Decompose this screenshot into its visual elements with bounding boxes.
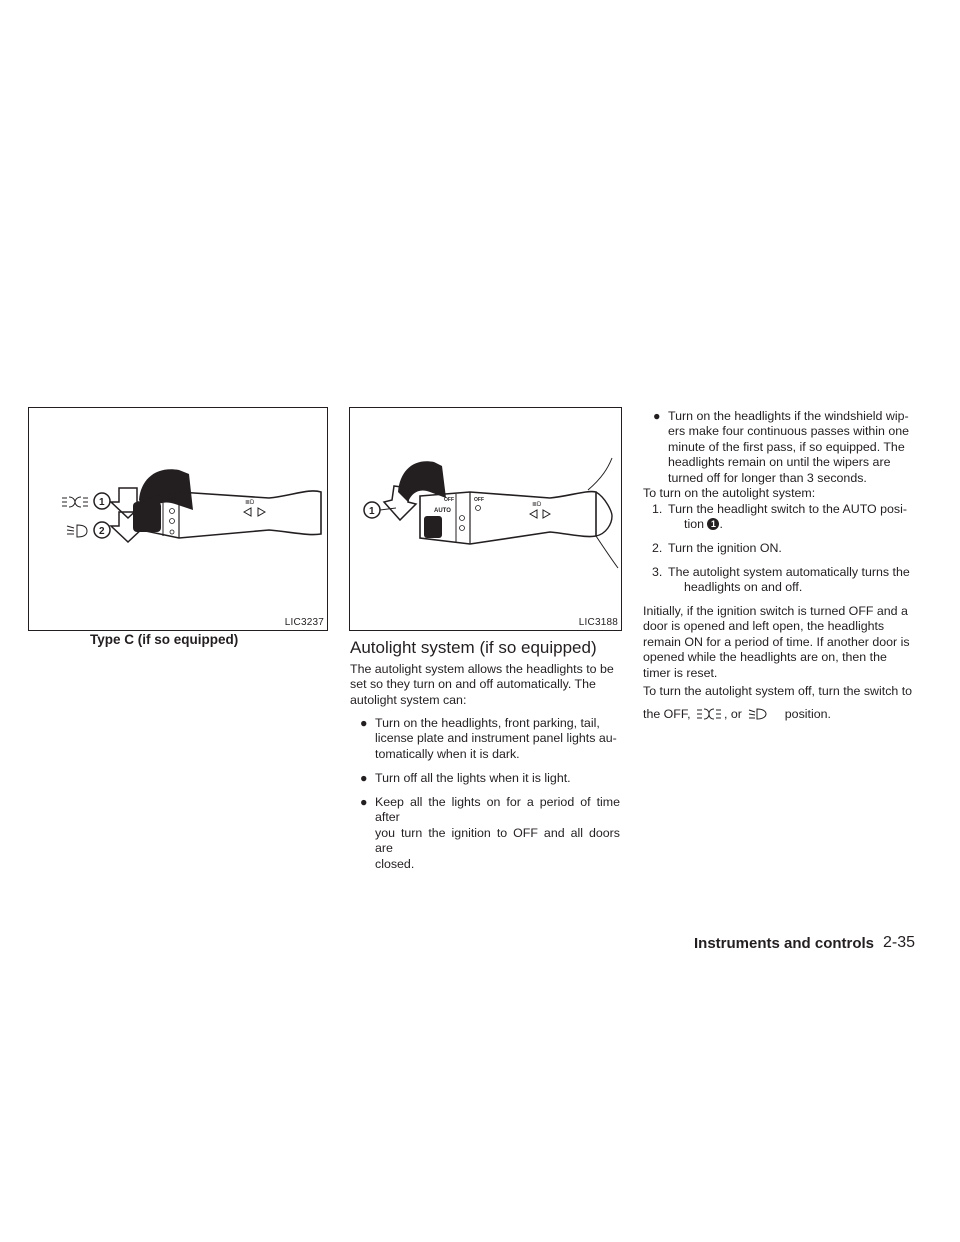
figure-autolight-switch xyxy=(349,407,622,631)
bullet-text: ers make four continuous passes within one xyxy=(668,424,910,439)
headlight-icon xyxy=(67,525,87,537)
paragraph-line: To turn the autolight system off, turn the switch to xyxy=(643,684,913,698)
step-text: headlights on and off. xyxy=(684,580,803,595)
bullet-text: Turn on the headlights if the windshield wip- xyxy=(668,409,909,423)
svg-text:OFF: OFF xyxy=(474,497,484,503)
headlight-icon xyxy=(747,708,769,720)
initially-paragraph xyxy=(643,604,915,681)
off-label: OFF xyxy=(167,497,177,503)
step-text: . xyxy=(719,517,723,532)
svg-text:2: 2 xyxy=(99,526,105,537)
step-3 xyxy=(652,565,914,596)
paragraph-line: timer is reset. xyxy=(643,665,718,680)
list-item xyxy=(653,409,914,486)
svg-text:1: 1 xyxy=(369,506,375,517)
step-text: Turn the headlight switch to the AUTO posi- xyxy=(668,502,907,516)
paragraph-line: opened while the headlights are on, then the xyxy=(643,650,887,665)
auto-label: AUTO xyxy=(434,508,451,514)
list-item xyxy=(360,795,620,872)
page-number: 2-35 xyxy=(883,934,916,951)
svg-text:OFF: OFF xyxy=(444,497,454,503)
bullet-text: headlights remain on until the wipers are xyxy=(668,455,891,470)
bullet-dot: ● xyxy=(360,716,368,730)
bullet-text: license plate and instrument panel lights au- xyxy=(375,731,617,746)
bullet-dot: ● xyxy=(653,409,661,423)
figure-type-c-switch xyxy=(28,407,328,631)
svg-text:1: 1 xyxy=(99,497,105,508)
svg-text:≣D: ≣D xyxy=(532,502,542,508)
list-item xyxy=(360,771,620,786)
bullet-text: turned off for longer than 3 seconds. xyxy=(668,470,867,485)
step-1 xyxy=(652,502,914,533)
autolight-switch-illustration xyxy=(350,408,621,630)
figure-code: LIC3188 xyxy=(578,617,618,628)
stalk-end xyxy=(133,502,161,532)
bullet-text: tomatically when it is dark. xyxy=(375,746,520,761)
bullet-text: minute of the first pass, if so equipped. The xyxy=(668,439,905,454)
bullet-text: Turn on the headlights, front parking, tail, xyxy=(375,716,600,730)
step-text: Turn the ignition ON. xyxy=(668,541,782,555)
step-text: The autolight system automatically turns the xyxy=(668,565,910,579)
paragraph-text: position. xyxy=(784,707,831,722)
footer-section-title: Instruments and controls xyxy=(694,935,875,952)
figure-caption: Type C (if so equipped) xyxy=(90,632,239,647)
paragraph-line: door is opened and left open, the headlights xyxy=(643,619,885,634)
step-2 xyxy=(652,541,914,556)
parking-light-icon xyxy=(696,708,722,720)
bullet-text: closed. xyxy=(375,856,415,871)
parking-light-icon xyxy=(62,497,88,507)
paragraph-text: the OFF, xyxy=(643,707,691,722)
step-number: 1. xyxy=(652,502,663,516)
turn-on-heading: To turn on the autolight system: xyxy=(643,486,816,500)
step-number: 3. xyxy=(652,565,663,579)
bullet-dot: ● xyxy=(360,771,368,785)
svg-text:≣D: ≣D xyxy=(245,500,255,506)
headlight-switch-illustration xyxy=(29,408,327,630)
bullet-dot: ● xyxy=(360,795,368,809)
intro-line-2: set so they turn on and off automatically. The xyxy=(350,677,596,691)
callout-1-icon: 1 xyxy=(707,518,719,530)
list-item xyxy=(360,716,620,762)
bullet-text: you turn the ignition to OFF and all doors are xyxy=(375,825,620,856)
section-heading: Autolight system (if so equipped) xyxy=(350,638,597,657)
step-text: tion xyxy=(684,517,704,532)
paragraph-line: remain ON for a period of time. If another door is xyxy=(643,634,910,649)
turn-off-paragraph xyxy=(643,684,915,723)
paragraph-text: , or xyxy=(723,707,742,722)
intro-line-3: autolight system can: xyxy=(350,693,467,707)
bullet-text: Keep all the lights on for a period of time after xyxy=(375,795,620,825)
bullet-text: Turn off all the lights when it is light. xyxy=(375,771,571,785)
paragraph-line: Initially, if the ignition switch is turned OFF and a xyxy=(643,604,908,618)
step-number: 2. xyxy=(652,541,663,555)
figure-code: LIC3237 xyxy=(284,617,324,628)
intro-line-1: The autolight system allows the headlights to be xyxy=(350,662,614,676)
